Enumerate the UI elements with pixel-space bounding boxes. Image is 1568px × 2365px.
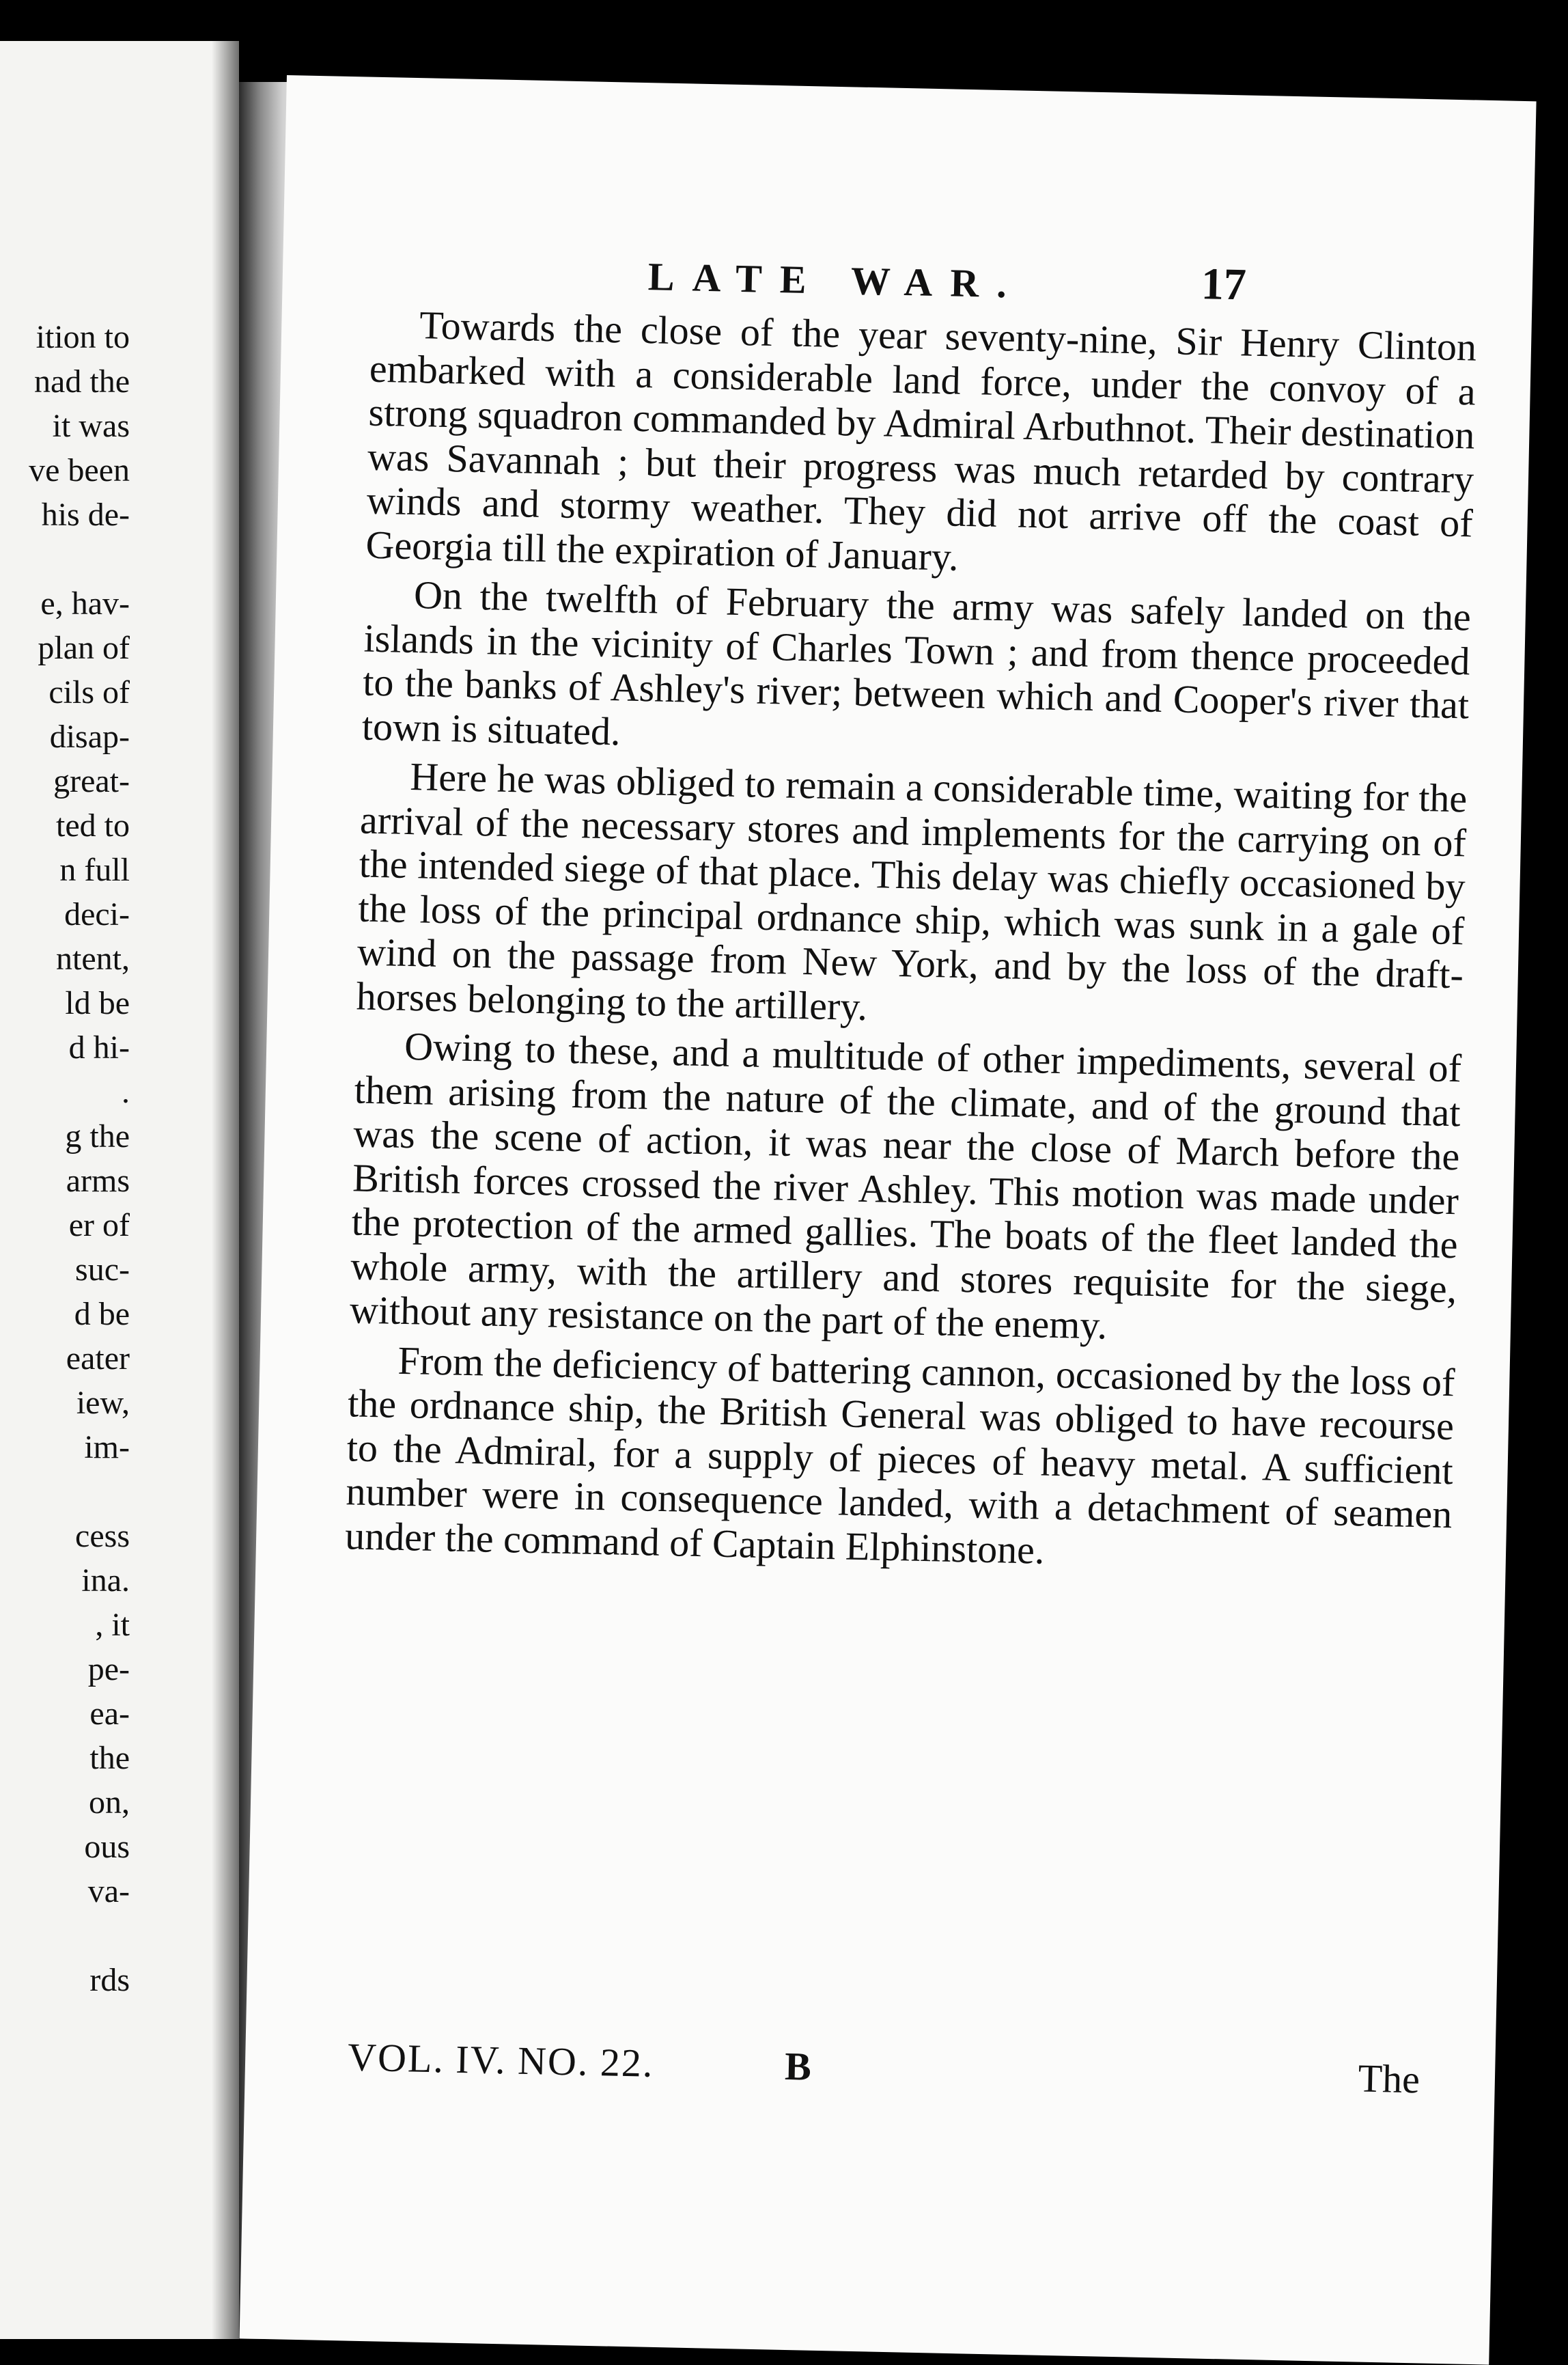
left-page-line: ld be [65, 985, 130, 1021]
left-page-line: er of [68, 1207, 130, 1243]
left-page-line: deci- [64, 896, 130, 932]
left-page-line: arms [66, 1163, 130, 1199]
left-page-line: eater [66, 1340, 130, 1377]
left-page-line: the [89, 1740, 130, 1776]
left-page-line: . [122, 1074, 130, 1110]
left-page-line: on, [89, 1784, 130, 1821]
catchword: The [1358, 2056, 1420, 2102]
left-page-line: rds [89, 1962, 130, 1998]
left-page-line: nad the [34, 363, 130, 400]
left-page-line: disap- [49, 719, 130, 755]
page-shadow [212, 41, 239, 2339]
paragraph: Owing to these, and a multitude of other impediments, several of them arising from the nature of the climate, and of the ground that was the scene of action, it was near the close of March before the British forces crossed the river Ashley. This motion was made under the protection of the armed gallies. The boats of the fleet landed the whole army, with the artillery and stores requisite for the siege, without any resistance on the part of the enemy. [349, 1023, 1462, 1348]
running-head: LATE WAR. [647, 254, 1025, 307]
left-page-line: d hi- [68, 1029, 130, 1066]
paragraph: From the deficiency of battering cannon, occasioned by the loss of the ordnance ship, the British General was obliged to have recourse to the Admiral, for a supply of pieces of heavy metal. A sufficient number were in consequence landed, with a detachment of seamen under the command of Captain Elphinstone. [344, 1338, 1455, 1573]
left-page-line: cess [75, 1518, 130, 1554]
left-page-line: ina. [81, 1562, 130, 1599]
right-page [240, 75, 1537, 2365]
left-page-line: suc- [75, 1251, 130, 1288]
left-page-line: im- [84, 1429, 130, 1465]
body-text [344, 303, 1476, 1587]
volume-number: VOL. IV. NO. 22. [347, 2034, 655, 2086]
left-page-line: cils of [48, 674, 130, 710]
left-page-line: , it [95, 1607, 130, 1643]
left-page-line: ntent, [56, 941, 130, 977]
left-page-line: ea- [89, 1696, 130, 1732]
signature-mark: B [784, 2043, 812, 2089]
left-page-line: e, hav- [40, 585, 130, 622]
left-page-line: plan of [38, 630, 130, 666]
left-page-line: va- [87, 1873, 130, 1909]
left-page [0, 41, 239, 2339]
paragraph: Here he was obliged to remain a considerable time, waiting for the arrival of the necessary stores and implements for the carrying on of the intended siege of that place. This delay was chiefly occasioned by the loss of the principal ordnance ship, which was sunk in a gale of wind on the passage from New York, and by the loss of the draft-horses belonging to the artillery. [356, 754, 1468, 1029]
left-page-line: his de- [41, 497, 130, 533]
left-page-line: iew, [76, 1385, 130, 1421]
paragraph: Towards the close of the year seventy-nine, Sir Henry Clinton embarked with a considerable land force, under the convoy of a strong squadron commanded by Admiral Arbuthnot. Their destination was Savannah ; but their progress was much retarded by contrary winds and stormy weather. They did not arrive off the coast of Georgia till the expiration of January. [365, 303, 1477, 579]
paragraph: On the twelfth of February the army was safely landed on the islands in the vicinity of Charles Town ; and from thence proceeded to the banks of Ashley's river; between which and Cooper's river that town is situated. [361, 572, 1472, 753]
left-page-line: g the [65, 1118, 130, 1154]
left-page-line: ition to [36, 319, 130, 355]
left-page-line: ve been [29, 452, 130, 488]
left-page-line: pe- [87, 1651, 130, 1687]
page-footer [347, 2034, 1420, 2112]
left-page-line: ous [84, 1829, 130, 1865]
left-page-line: ted to [56, 807, 130, 844]
left-page-line: it was [52, 408, 130, 444]
left-page-line: n full [59, 852, 130, 888]
left-page-line: great- [53, 763, 130, 799]
page-number: 17 [1201, 259, 1247, 310]
left-page-line: d be [74, 1296, 130, 1332]
